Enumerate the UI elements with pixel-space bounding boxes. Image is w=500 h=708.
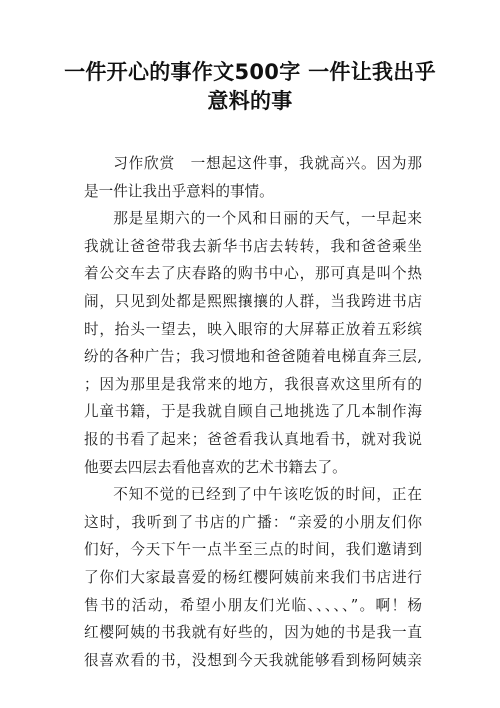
paragraph-line: 纷的各种广告；我习惯地和爸爸随着电梯直奔三层, (84, 348, 422, 366)
paragraph-line: 这时，我听到了书店的广播：“亲爱的小朋友们你 (84, 513, 422, 531)
article-title: 一件开心的事作文500字 一件让我出乎意料的事 (64, 60, 436, 113)
paragraph-line: 他要去四层去看他喜欢的艺术书籍去了。 (84, 458, 347, 476)
paragraph-line: 我就让爸爸带我去新华书店去转转，我和爸爸乘坐 (84, 237, 422, 255)
paragraph-line: 不知不觉的已经到了中午该吃饭的时间，正在 (113, 486, 422, 504)
paragraph-line: 时，抬头一望去，映入眼帘的大屏幕正放着五彩缤 (84, 320, 422, 338)
paragraph-1 (84, 150, 422, 205)
paragraph-line: 很喜欢看的书，没想到今天我就能够看到杨阿姨亲 (84, 651, 422, 669)
paragraph-line: 是一件让我出乎意料的事情。 (84, 182, 274, 200)
paragraph-line: 报的书看了起来；爸爸看我认真地看书，就对我说 (84, 430, 422, 448)
paragraph-3 (84, 481, 422, 674)
paragraph-line: 了你们大家最喜爱的杨红樱阿姨前来我们书店进行 (84, 568, 422, 586)
paragraph-line: 们好，今天下午一点半至三点的时间，我们邀请到 (84, 541, 422, 559)
article-body (84, 150, 422, 674)
paragraph-line: 闹，只见到处都是熙熙攘攘的人群，当我跨进书店 (84, 292, 422, 310)
paragraph-line: 那是星期六的一个风和日丽的天气，一早起来 (113, 210, 422, 228)
paragraph-line: 习作欣赏 一想起这件事，我就高兴。因为那 (113, 155, 422, 172)
paragraph-2 (84, 205, 422, 481)
paragraph-line: 红樱阿姨的书我就有好些的，因为她的书是我一直 (84, 624, 422, 642)
paragraph-line: ；因为那里是我常来的地方，我很喜欢这里所有的 (84, 375, 422, 393)
paragraph-line: 着公交车去了庆春路的购书中心，那可真是叫个热 (84, 265, 422, 283)
paragraph-line: 儿童书籍，于是我就自顾自己地挑选了几本制作海 (84, 403, 422, 421)
paragraph-line: 售书的活动，希望小朋友们光临、、、、、”。啊！杨 (84, 596, 422, 614)
